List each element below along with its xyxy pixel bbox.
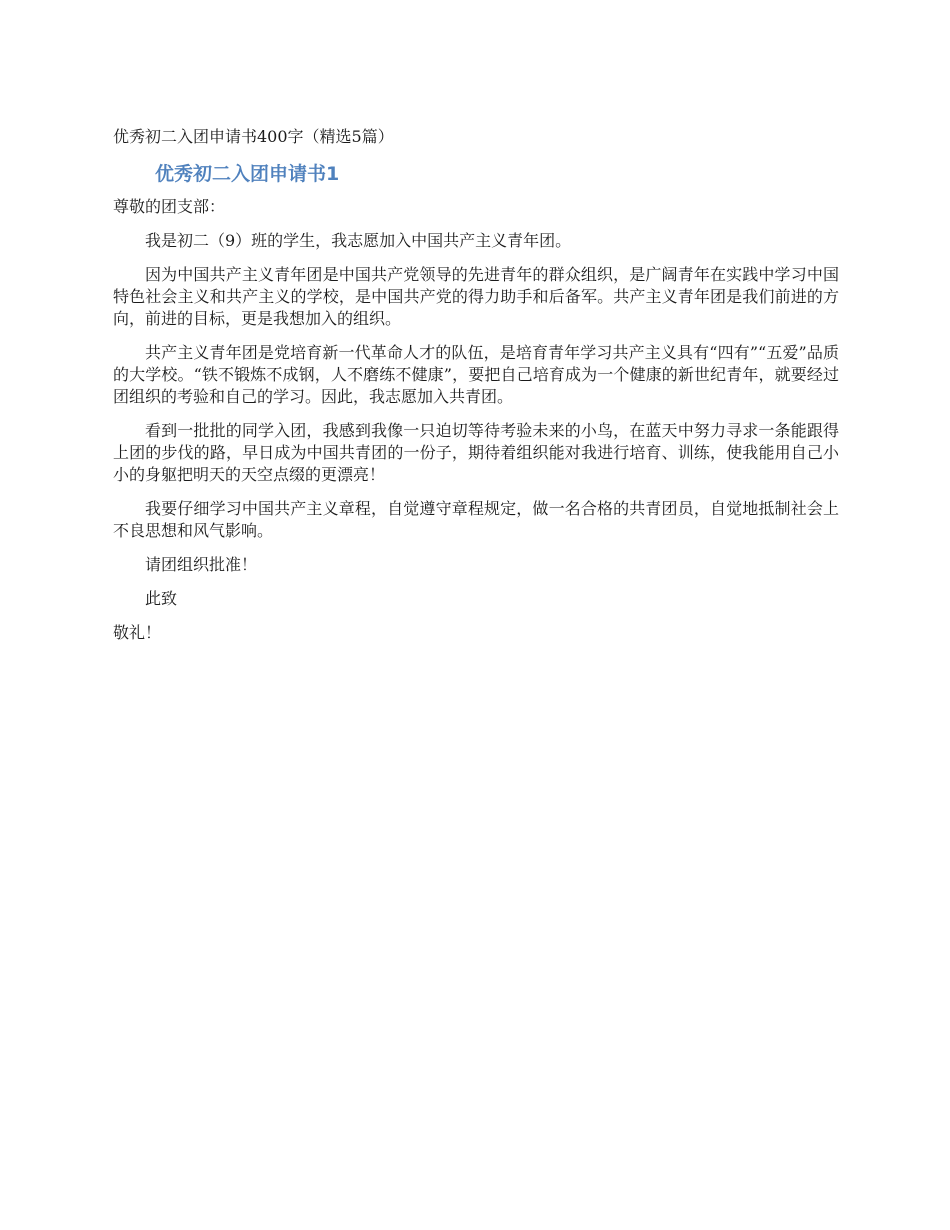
closing-line-2: 敬礼！	[113, 623, 162, 642]
section-heading: 优秀初二入团申请书1	[155, 163, 340, 185]
paragraph-5: 我要仔细学习中国共产主义章程，自觉遵守章程规定，做一名合格的共青团员，自觉地抵制社会上不良思想和风气影响。	[113, 499, 839, 540]
document-title: 优秀初二入团申请书400字（精选5篇）	[113, 127, 394, 146]
document-page	[113, 124, 839, 656]
salutation: 尊敬的团支部：	[113, 197, 226, 216]
closing-line-1: 此致	[145, 589, 178, 608]
paragraph-4: 看到一批批的同学入团，我感到我像一只迫切等待考验未来的小鸟，在蓝天中努力寻求一条能跟得上团的步伐的路，早日成为中国共青团的一份子，期待着组织能对我进行培育、训练，使我能用自己小小的身躯把明天的天空点缀的更漂亮！	[113, 421, 839, 484]
paragraph-1: 我是初二（9）班的学生，我志愿加入中国共产主义青年团。	[145, 231, 572, 250]
paragraph-6: 请团组织批准！	[145, 555, 258, 574]
paragraph-2: 因为中国共产主义青年团是中国共产党领导的先进青年的群众组织，是广阔青年在实践中学习中国特色社会主义和共产主义的学校，是中国共产党的得力助手和后备军。共产主义青年团是我们前进的方向，前进的目标，更是我想加入的组织。	[113, 265, 839, 328]
paragraph-3: 共产主义青年团是党培育新一代革命人才的队伍，是培育青年学习共产主义具有“四有”“五爱”品质的大学校。“铁不锻炼不成钢，人不磨练不健康”，要把自己培育成为一个健康的新世纪青年，就要经过团组织的考验和自己的学习。因此，我志愿加入共青团。	[113, 343, 839, 406]
